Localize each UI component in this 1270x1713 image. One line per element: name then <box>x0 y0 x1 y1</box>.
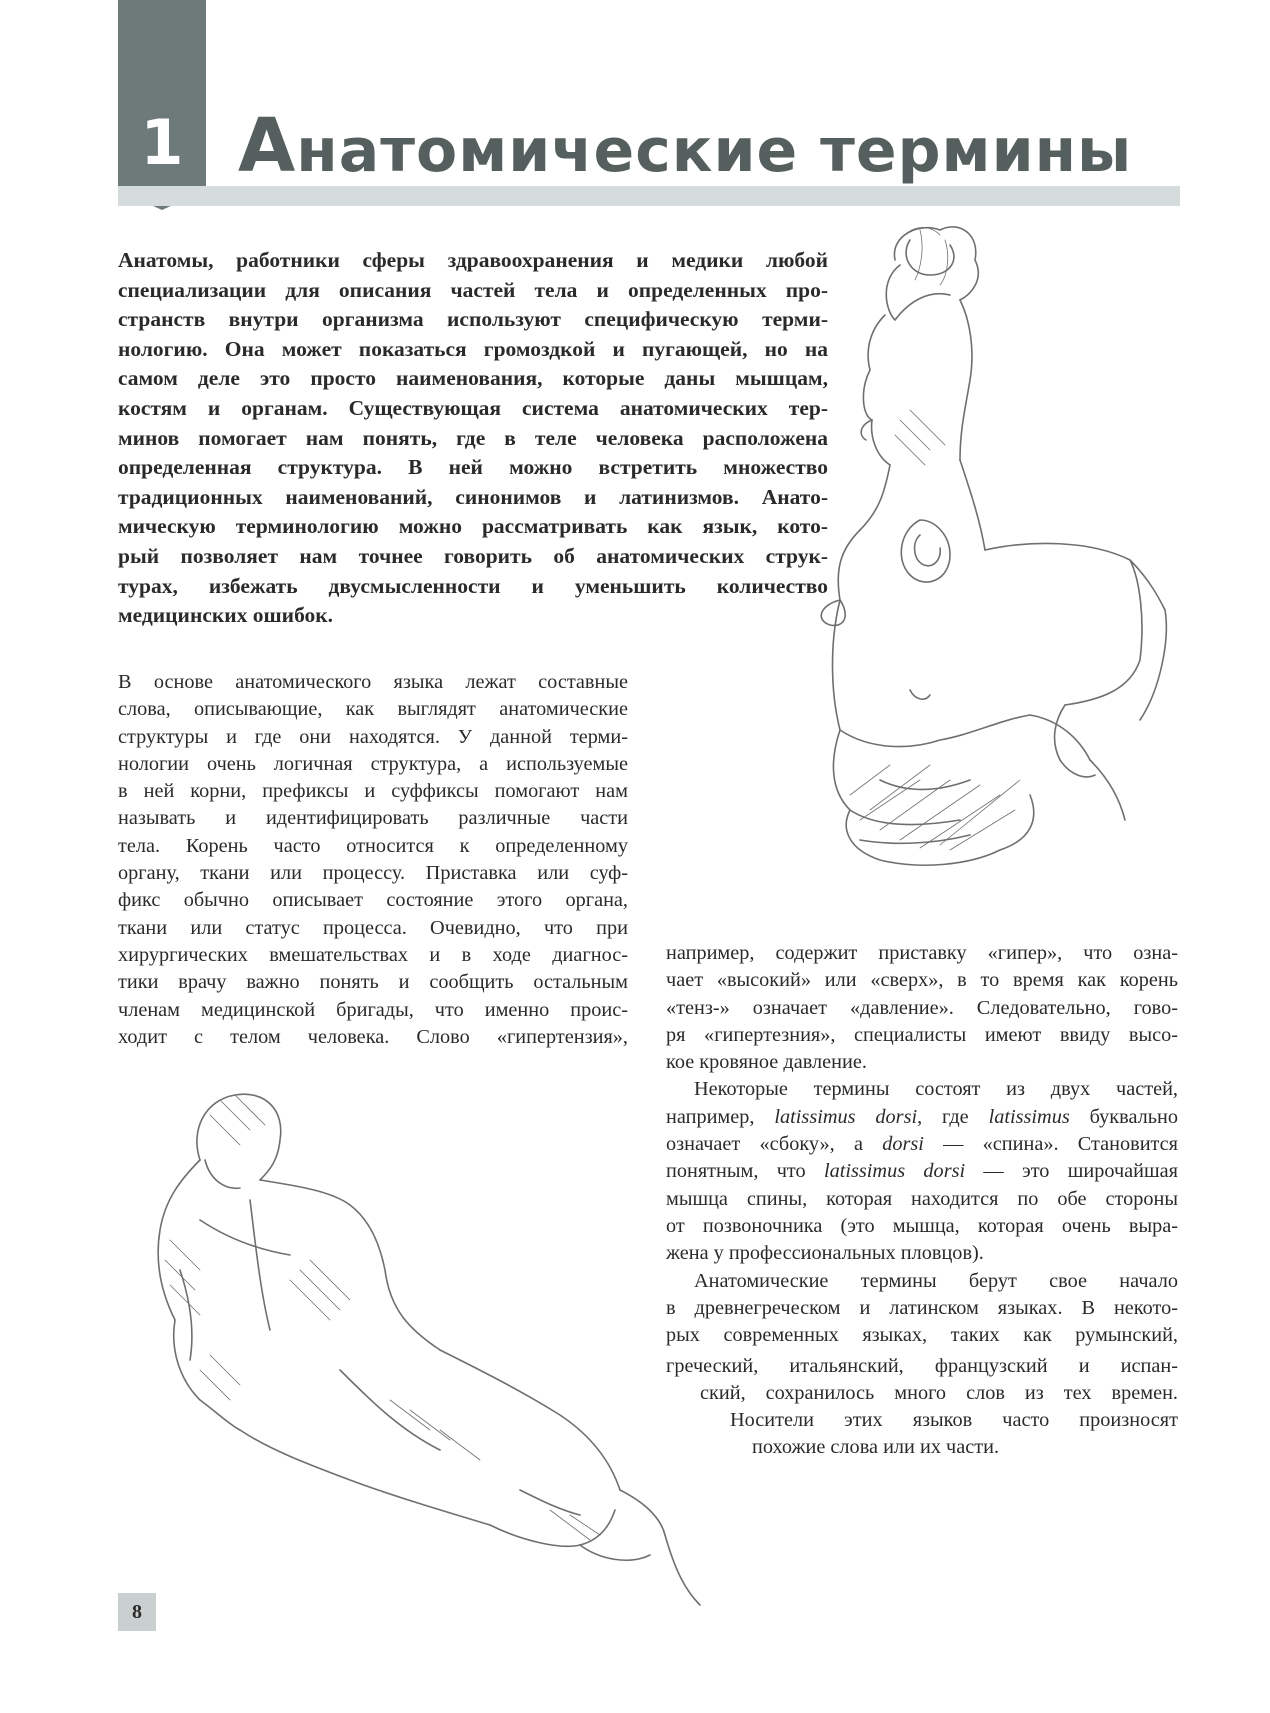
intro-line: самом деле это просто наименования, которые даны мышцам, <box>118 366 828 391</box>
chapter-title-rest: натомические термины <box>296 116 1133 186</box>
title-rule <box>118 186 1180 206</box>
para2-line <box>666 1104 1178 1131</box>
para2-text: означает «сбоку», а <box>666 1133 883 1156</box>
para2-text: например, <box>666 1105 775 1128</box>
intro-line: традиционных наименований, синонимов и латинизмов. Анато- <box>118 484 828 509</box>
para3-tail <box>700 1380 1178 1407</box>
para2-text: — это широчайшая <box>965 1160 1178 1183</box>
body-paragraph-right <box>666 940 1178 1349</box>
latin-term: latissimus <box>988 1105 1070 1128</box>
para2-line <box>666 1158 1178 1185</box>
intro-line: турах, избежать двусмысленности и уменьшить количество <box>118 573 828 598</box>
body-line: ря «гипертезния», специалисты имеют ввиду высо- <box>666 1023 1178 1046</box>
body-line: ткани или статус процесса. Очевидно, что при <box>118 916 628 939</box>
body-line: например, содержит приставку «гипер», что озна- <box>666 942 1178 964</box>
body-line: членам медицинской бригады, что именно проис- <box>118 998 628 1021</box>
para3-line: греческий, итальянский, французский и испан- <box>666 1355 1178 1377</box>
chapter-title-initial: А <box>238 103 297 189</box>
intro-line: специализации для описания частей тела и определенных про- <box>118 277 828 302</box>
para2-text: , где <box>917 1105 989 1128</box>
para2-line: от позвоночника (это мышца, которая очень выра- <box>666 1214 1178 1237</box>
latin-term: dorsi <box>882 1133 924 1156</box>
para3-tail <box>666 1353 1178 1380</box>
intro-paragraph <box>118 246 828 631</box>
body-line: нологии очень логичная структура, а используемые <box>118 752 628 775</box>
standing-figure-sketch <box>800 220 1270 940</box>
body-line: в ней корни, префиксы и суффиксы помогают нам <box>118 780 628 803</box>
latin-term: latissimus dorsi <box>774 1105 918 1128</box>
body-line: называть и идентифицировать различные части <box>118 807 628 830</box>
para2-text: — «спина». Становится <box>923 1133 1178 1156</box>
body-line: ходит с телом человека. Слово «гипертензия», <box>118 1025 628 1048</box>
intro-line: рый позволяет нам точнее говорить об анатомических струк- <box>118 543 828 568</box>
intro-line: костям и органам. Существующая система анатомических тер- <box>118 395 828 420</box>
chapter-number: 1 <box>140 106 184 179</box>
body-paragraph-left <box>118 669 628 1051</box>
para2-text: буквально <box>1069 1105 1179 1128</box>
intro-line: странств внутри организма используют специфическую терми- <box>118 307 828 332</box>
para2-line: мышца спины, которая находится по обе стороны <box>666 1187 1178 1210</box>
para3-line: рых современных языках, таких как румынский, <box>666 1324 1178 1347</box>
body-line: фикс обычно описывает состояние этого органа, <box>118 889 628 912</box>
intro-line: минов помогает нам понять, где в теле человека расположена <box>118 425 828 450</box>
para3-line: похожие слова или их части. <box>752 1436 1000 1458</box>
intro-line: Анатомы, работники сферы здравоохранения и медики любой <box>118 248 828 272</box>
para2-text: понятным, что <box>666 1160 824 1183</box>
latin-term: latissimus dorsi <box>823 1160 966 1183</box>
intro-line: нологию. Она может показаться громоздкой и пугающей, но на <box>118 336 828 361</box>
body-line: структуры и где они находятся. У данной терми- <box>118 725 628 748</box>
para3-tail <box>730 1407 1178 1434</box>
body-line: В основе анатомического языка лежат составные <box>118 671 628 693</box>
body-line: чает «высокий» или «сверх», в то время как корень <box>666 969 1178 992</box>
body-line: органу, ткани или процессу. Приставка или суф- <box>118 862 628 885</box>
body-line: тела. Корень часто относится к определенному <box>118 834 628 857</box>
intro-line: мическую терминологию можно рассматривать как язык, кото- <box>118 514 828 539</box>
para3-line: в древнегреческом и латинском языках. В некото- <box>666 1296 1178 1319</box>
intro-line: медицинских ошибок. <box>118 603 334 628</box>
body-line: «тенз-» означает «давление». Следовательно, гово- <box>666 996 1178 1019</box>
para3-tail <box>752 1434 1178 1461</box>
para2-line <box>666 1131 1178 1158</box>
body-line: тики врачу важно понять и сообщить остальным <box>118 971 628 994</box>
page-number: 8 <box>132 1601 142 1623</box>
para2-line: Некоторые термины состоят из двух частей, <box>694 1078 1178 1101</box>
body-line: хирургических вмешательствах и в ходе диагнос- <box>118 943 628 966</box>
para2-line: жена у профессиональных пловцов). <box>666 1242 984 1265</box>
para3-line: Носители этих языков часто произносят <box>730 1409 1178 1431</box>
para3-line: Анатомические термины берут свое начало <box>694 1269 1178 1292</box>
body-line: кое кровяное давление. <box>666 1051 867 1074</box>
para3-line: ский, сохранилось много слов из тех времен. <box>700 1382 1178 1404</box>
reclining-figure-sketch <box>140 1070 740 1610</box>
body-line: слова, описывающие, как выглядят анатомические <box>118 698 628 721</box>
intro-line: определенная структура. В ней можно встретить множество <box>118 455 828 480</box>
chapter-title <box>238 103 1178 189</box>
